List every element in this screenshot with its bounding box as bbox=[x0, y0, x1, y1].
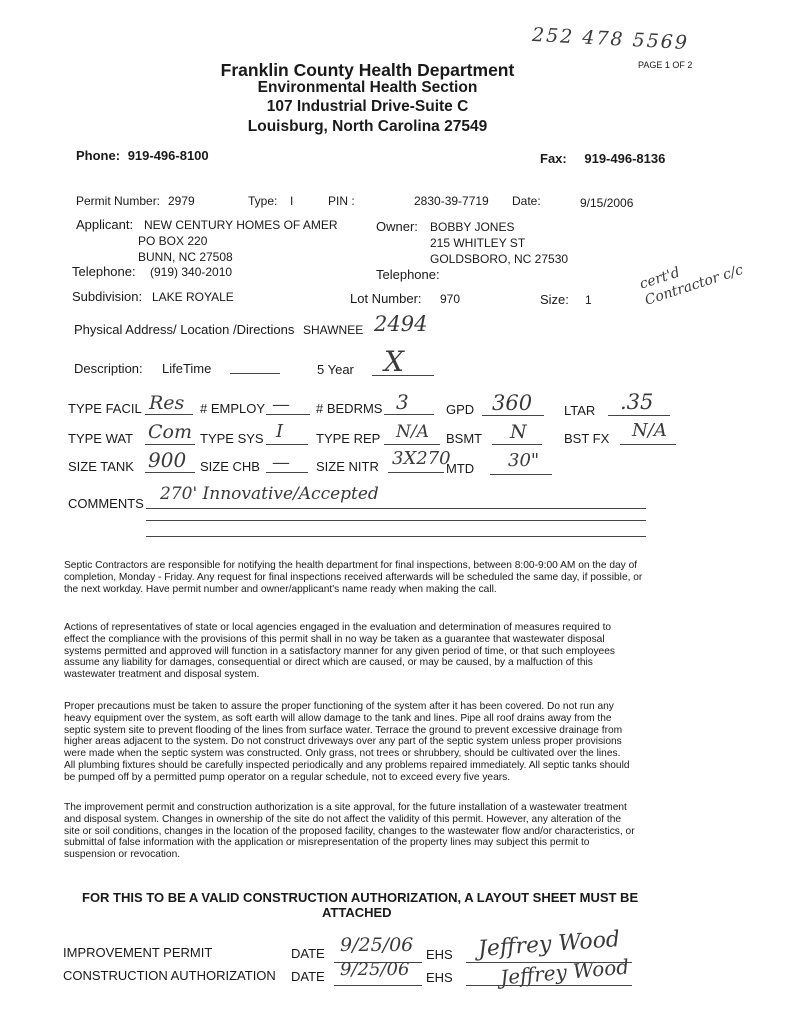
layout-sheet-notice: FOR THIS TO BE A VALID CONSTRUCTION AUTHORIZATION, A LAYOUT SHEET MUST BE bbox=[82, 890, 639, 905]
type-sys-value: I bbox=[276, 421, 284, 442]
mtd-blank bbox=[490, 474, 552, 475]
bsmt-blank bbox=[492, 444, 542, 445]
gpd-blank bbox=[482, 415, 544, 416]
construction-authorization-label: CONSTRUCTION AUTHORIZATION bbox=[63, 968, 276, 983]
permit-date: 9/15/2006 bbox=[580, 196, 634, 210]
comments-value: 270' Innovative/Accepted bbox=[160, 484, 379, 504]
margin-note: cert'd Contractor c/c bbox=[637, 261, 746, 309]
type-rep-blank bbox=[384, 444, 440, 445]
physical-address-value: SHAWNEE bbox=[303, 323, 364, 337]
construction-date: 9/25/06 bbox=[340, 959, 410, 980]
applicant-address2: BUNN, NC 27508 bbox=[138, 250, 233, 264]
owner-name: BOBBY JONES bbox=[430, 220, 515, 234]
permit-type-label: Type: bbox=[248, 194, 278, 208]
bst-fx-value: N/A bbox=[632, 420, 667, 441]
permit-number-label: Permit Number: bbox=[76, 194, 161, 208]
bsmt-value: N bbox=[510, 421, 527, 443]
phone-label: Phone: bbox=[76, 148, 121, 163]
employ-blank bbox=[266, 414, 310, 415]
type-facil-value: Res bbox=[149, 392, 185, 414]
owner-telephone-label: Telephone: bbox=[376, 267, 440, 282]
page-number: PAGE 1 OF 2 bbox=[638, 60, 693, 70]
fax-line bbox=[540, 151, 665, 166]
subdivision-label: Subdivision: bbox=[72, 289, 143, 304]
improvement-date: 9/25/06 bbox=[340, 934, 414, 956]
applicant-telephone: (919) 340-2010 bbox=[150, 265, 233, 279]
bsmt-label: BSMT bbox=[446, 431, 483, 446]
size-tank-label: SIZE TANK bbox=[68, 459, 134, 474]
header-street: 107 Industrial Drive-Suite C bbox=[266, 98, 469, 115]
construction-date-label: DATE bbox=[291, 969, 325, 984]
employ-value: — bbox=[272, 394, 290, 415]
five-year-mark: X bbox=[384, 345, 404, 378]
permit-type: I bbox=[290, 194, 294, 208]
ltar-label: LTAR bbox=[564, 403, 596, 418]
mtd-label: MTD bbox=[446, 461, 475, 476]
comments-line-3 bbox=[146, 536, 646, 537]
size-chb-blank bbox=[266, 472, 308, 473]
applicant-address1: PO BOX 220 bbox=[138, 234, 208, 248]
date-label: Date: bbox=[512, 194, 541, 208]
paragraph-final-inspections: Septic Contractors are responsible for notifying the health department for final inspections, between 8:00-9:00 AM on the day of completion, Monday - Friday. Any request for final inspections received afterwards will be scheduled the same day, if possible, or the next workday. Have permit number and owner/applicant's name ready when making the call. bbox=[64, 560, 643, 595]
physical-address-handwritten: 2494 bbox=[374, 312, 428, 336]
description-label: Description: bbox=[74, 361, 143, 376]
lifetime-blank bbox=[230, 373, 280, 374]
size-value: 1 bbox=[585, 293, 592, 307]
type-wat-value: Com bbox=[148, 421, 192, 443]
bedrms-label: # BEDRMS bbox=[316, 401, 383, 416]
type-wat-blank bbox=[145, 444, 195, 445]
paragraph-site-approval: The improvement permit and construction authorization is a site approval, for the future installation of a wastewater treatment and disposal system. Changes in ownership of the site do not affect the validity of this permit. However, any alteration of the site or soil conditions, changes in the location of the proposed facility, changes to the wastewater flow and/or characteristics, or submittal of false information with the application or misrepresentation of the property lines may subject this permit to suspension or revocation. bbox=[64, 802, 635, 861]
bedrms-value: 3 bbox=[396, 390, 409, 414]
applicant-label: Applicant: bbox=[76, 217, 134, 232]
owner-label: Owner: bbox=[376, 219, 418, 234]
header-agency-name: Franklin County Health Department bbox=[220, 60, 515, 80]
type-rep-value: N/A bbox=[396, 422, 429, 442]
header-section: Environmental Health Section bbox=[257, 79, 478, 96]
lot-number-label: Lot Number: bbox=[350, 291, 422, 306]
size-label: Size: bbox=[540, 292, 569, 307]
pin-value: 2830-39-7719 bbox=[414, 194, 489, 208]
phone-value: 919-496-8100 bbox=[127, 148, 209, 163]
phone-line bbox=[76, 148, 209, 163]
type-sys-label: TYPE SYS bbox=[200, 431, 264, 446]
construction-sign-line bbox=[466, 985, 632, 986]
subdivision-value: LAKE ROYALE bbox=[152, 290, 234, 304]
type-facil-label: TYPE FACIL bbox=[68, 401, 142, 416]
improvement-date-label: DATE bbox=[291, 946, 325, 961]
size-chb-value: — bbox=[272, 452, 290, 473]
physical-address-label: Physical Address/ Location /Directions bbox=[74, 322, 295, 337]
size-nitr-blank bbox=[388, 472, 444, 473]
size-nitr-value: 3X270 bbox=[392, 448, 451, 469]
construction-date-line bbox=[334, 985, 422, 986]
owner-address2: GOLDSBORO, NC 27530 bbox=[430, 252, 569, 266]
comments-line-2 bbox=[146, 520, 646, 521]
improvement-permit-label: IMPROVEMENT PERMIT bbox=[63, 945, 213, 960]
type-facil-blank bbox=[145, 414, 193, 415]
five-year-label: 5 Year bbox=[317, 362, 354, 377]
comments-label: COMMENTS bbox=[68, 496, 144, 511]
improvement-signature: Jeffrey Wood bbox=[477, 927, 621, 962]
ltar-value: .35 bbox=[620, 390, 654, 414]
paragraph-precautions: Proper precautions must be taken to assure the proper functioning of the system after it has been covered. Do not run any heavy equipment over the system, as soft earth will allow damage to the tank and lines. Pipe all roof drains away from the septic system site to prevent flooding of the lines from surface water. Terrace the ground to prevent excessive drainage from higher areas adjacent to the system. Do not construct driveways over any part of the septic system unless proper provisions were made when the septic system was constructed. Only grass, not trees or shrubbery, should be cultivated over the lines. All plumbing fixtures should be carefully inspected periodically and any problems repaired immediately. All septic tanks should be pumped off by a permitted pump operator on a regular schedule, not to exceed every five years. bbox=[64, 701, 630, 783]
header-city: Louisburg, North Carolina 27549 bbox=[247, 118, 488, 135]
comments-line-1 bbox=[146, 508, 646, 509]
type-sys-blank bbox=[266, 444, 308, 445]
applicant-name: NEW CENTURY HOMES OF AMER bbox=[144, 218, 338, 232]
gpd-label: GPD bbox=[446, 402, 475, 417]
fax-label: Fax: bbox=[540, 151, 567, 166]
handwritten-phone-number: 252 478 5569 bbox=[531, 23, 690, 55]
type-rep-label: TYPE REP bbox=[316, 431, 381, 446]
size-chb-label: SIZE CHB bbox=[200, 459, 260, 474]
paragraph-liability: Actions of representatives of state or local agencies engaged in the evaluation and determination of measures required to effect the compliance with the provisions of this permit shall in no way be taken as a guarantee that wastewater disposal systems permitted and approved will function in a satisfactory manner for any given period of time, or that such employees assume any liability for damages, consequential or direct which are caused, or may be caused, by a malfuction of this wastewater treatment and disposal system. bbox=[64, 622, 615, 681]
mtd-value: 30" bbox=[508, 450, 540, 471]
size-tank-value: 900 bbox=[148, 448, 187, 472]
permit-number: 2979 bbox=[168, 194, 195, 208]
gpd-value: 360 bbox=[492, 391, 533, 415]
telephone-label: Telephone: bbox=[72, 264, 136, 279]
construction-ehs-label: EHS bbox=[426, 970, 453, 985]
employ-label: # EMPLOY bbox=[200, 401, 266, 416]
ltar-blank bbox=[608, 415, 670, 416]
owner-address1: 215 WHITLEY ST bbox=[430, 236, 526, 250]
bedrms-blank bbox=[384, 414, 434, 415]
improvement-ehs-label: EHS bbox=[426, 947, 453, 962]
size-tank-blank bbox=[145, 472, 195, 473]
type-wat-label: TYPE WAT bbox=[68, 431, 133, 446]
layout-sheet-notice-attached: ATTACHED bbox=[322, 905, 392, 920]
lifetime-label: LifeTime bbox=[162, 361, 212, 376]
bst-fx-blank bbox=[620, 444, 676, 445]
size-nitr-label: SIZE NITR bbox=[316, 459, 379, 474]
pin-label: PIN : bbox=[328, 194, 355, 208]
bst-fx-label: BST FX bbox=[564, 431, 610, 446]
fax-value: 919-496-8136 bbox=[584, 151, 666, 166]
lot-number: 970 bbox=[440, 292, 461, 306]
construction-signature: Jeffrey Wood bbox=[499, 954, 630, 990]
